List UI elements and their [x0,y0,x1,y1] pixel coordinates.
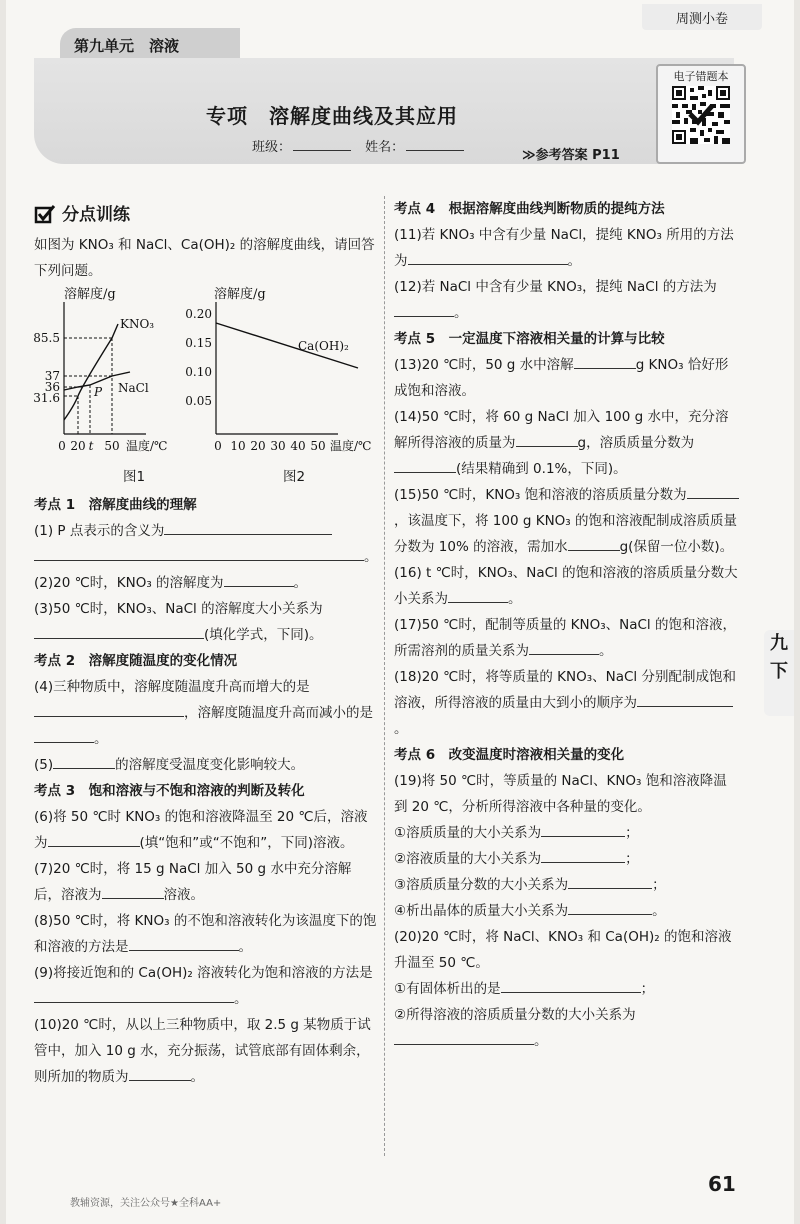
figure-captions [34,464,378,490]
fig1-p-label: P [94,385,103,399]
q13-blank[interactable] [574,352,636,369]
question-4: (4)三种物质中，溶解度随温度升高而增大的是，溶解度随温度升高而减小的是。 [34,679,373,747]
q7-text-2: 溶液。 [163,887,204,903]
kp5-heading: 考点 5 一定温度下溶液相关量的计算与比较 [394,331,665,347]
kp3-heading: 考点 3 饱和溶液与不饱和溶液的判断及转化 [34,783,305,799]
fig2-xtick-40: 40 [290,439,306,453]
q15-hint: g(保留一位小数)。 [619,539,734,555]
q5-text-2: 的溶解度受温度变化影响较大。 [115,757,305,773]
fig1-xtick-20: 20 [70,439,86,453]
q4-text: (4)三种物质中，溶解度随温度升高而增大的是 [34,679,310,695]
q19-3-text: ③溶质质量分数的大小关系为 [394,877,569,893]
q12-blank[interactable] [394,300,454,317]
fig2-xtick-0: 0 [214,439,222,453]
fig1-xlabel: 温度/℃ [126,439,168,453]
question-5 [34,752,378,778]
q15-blank-1[interactable] [687,482,739,499]
q15-text: (15)50 ℃时，KNO₃ 饱和溶液的溶质质量分数为 [394,487,687,503]
fig1-xtick-0: 0 [58,439,66,453]
fig2-chart [185,286,371,453]
footer-watermark: 教辅资源，关注公众号★全科AA+ [70,1198,222,1209]
page-number: 61 [708,1172,736,1196]
figures [34,284,378,464]
question-20 [394,924,740,976]
q14-text-2: g，溶质质量分数为 [577,435,695,451]
q19-1-blank[interactable] [541,820,625,837]
q3-text: (3)50 ℃时，KNO₃、NaCl 的溶解度大小关系为 [34,601,323,617]
fig2-xtick-30: 30 [270,439,286,453]
q4-blank-2[interactable] [34,726,94,743]
q4-blank-1[interactable] [34,700,184,717]
section-title: 分点训练 [62,205,130,225]
question-12: (12)若 NaCl 中含有少量 KNO₃，提纯 NaCl 的方法为。 [394,279,717,321]
left-column [34,196,378,1090]
question-6 [34,804,378,856]
q17-blank[interactable] [529,638,599,655]
q11-text: (11)若 KNO₃ 中含有少量 NaCl，提纯 KNO₃ 所用的方法为 [394,227,734,269]
fig2-series-caoh2: Ca(OH)₂ [298,339,349,353]
q1-blank[interactable] [164,518,332,535]
question-2: (2)20 ℃时，KNO₃ 的溶解度为 。 [34,570,378,596]
q13-text: (13)20 ℃时，50 g 水中溶解 [394,357,574,373]
fig2-caption: 图2 [282,469,306,485]
q19-2-text: ②溶液质量的大小关系为 [394,851,542,867]
right-column [394,196,740,1054]
q14-hint: (结果精确到 0.1%，下同)。 [456,461,627,477]
checkbox-icon [34,204,56,226]
q20-2-text: ②所得溶液的溶质质量分数的大小关系为 [394,1007,636,1023]
q3-hint: (填化学式，下同)。 [204,627,323,643]
q15-blank-2[interactable] [568,534,620,551]
name-blank[interactable] [406,150,464,151]
q4-text-2: ，溶解度随温度升高而减小的是 [184,705,373,721]
q16-text: (16) t ℃时，KNO₃、NaCl 的饱和溶液的溶质质量分数大小关系为 [394,565,738,607]
question-17: (17)50 ℃时，配制等质量的 KNO₃、NaCl 的饱和溶液，所需溶剂的质量关系为 。 [394,617,736,659]
question-19 [394,768,740,820]
fig1-xtick-t: t [88,439,94,453]
fig1-ylabel: 溶解度/g [64,287,116,302]
question-19-3: ③溶质质量分数的大小关系为 ； [394,872,740,898]
q16-blank[interactable] [448,586,508,603]
question-18: (18)20 ℃时，将等质量的 KNO₃、NaCl 分别配制成饱和溶液，所得溶液的质量由大到小的顺序为。 [394,669,736,737]
unit-label: 第九单元 溶液 [60,28,240,62]
q19-2-blank[interactable] [541,846,625,863]
fig2-xtick-50: 50 [310,439,326,453]
qr-label: 电子错题本 [673,70,729,83]
q10-blank[interactable] [129,1064,191,1081]
question-16: (16) t ℃时，KNO₃、NaCl 的饱和溶液的溶质质量分数大小关系为 。 [394,565,738,607]
q7-blank[interactable] [102,882,164,899]
q20-1-blank[interactable] [501,976,641,993]
fig1-series-kno3: KNO₃ [120,317,155,331]
solubility-charts [34,284,378,464]
q8-blank[interactable] [129,934,239,951]
q20-2-blank[interactable] [394,1028,534,1045]
question-13 [394,352,740,404]
q19-4-text: ④析出晶体的质量大小关系为 [394,903,569,919]
kp1-heading: 考点 1 溶解度曲线的理解 [34,497,197,513]
q6-hint: (填“饱和”或“不饱和”，下同)溶液。 [139,835,354,851]
fig2-xtick-20: 20 [250,439,266,453]
fig2-ylabel: 溶解度/g [214,287,266,302]
q1-text: (1) P 点表示的含义为 [34,523,165,539]
question-7 [34,856,378,908]
q12-text: (12)若 NaCl 中含有少量 KNO₃，提纯 NaCl 的方法为 [394,279,717,295]
q19-text: (19)将 50 ℃时，等质量的 NaCl、KNO₃ 饱和溶液降温到 20 ℃，分析所得溶液中各种量的变化。 [394,773,727,815]
fig2-ytick-020: 0.20 [185,307,212,321]
class-label: 班级： [252,140,292,155]
fig1-caption: 图1 [122,469,146,485]
weekly-test-tag: 周测小卷 [642,4,762,30]
section-header [34,202,378,228]
fig1-ytick-85: 85.5 [34,331,60,345]
q13-text-2: g KNO₃ 恰好形成饱和溶液。 [394,357,729,399]
question-10: (10)20 ℃时，从以上三种物质中，取 2.5 g 某物质于试管中，加入 10 g 水，充分振荡，试管底部有固体剩余，则所加的物质为 。 [34,1017,371,1085]
question-19-1: ①溶质质量的大小关系为 ； [394,820,740,846]
fig1-ytick-37: 37 [44,369,60,383]
q14-text: (14)50 ℃时，将 60 g NaCl 加入 100 g 水中，充分溶解所得溶液的质量为 [394,409,729,451]
q3-blank[interactable] [34,622,204,639]
page-title: 专项 溶解度曲线及其应用 [206,104,458,128]
chapter-side-tab: 九下 [764,630,794,716]
kp2-heading: 考点 2 溶解度随温度的变化情况 [34,653,238,669]
question-14 [394,404,740,482]
question-11: (11)若 KNO₃ 中含有少量 NaCl，提纯 KNO₃ 所用的方法为 。 [394,227,734,269]
question-1: (1) P 点表示的含义为 。 [34,518,378,570]
kp4-heading: 考点 4 根据溶解度曲线判断物质的提纯方法 [394,201,665,217]
q5-blank[interactable] [53,752,115,769]
q6-blank[interactable] [48,830,140,847]
q10-text: (10)20 ℃时，从以上三种物质中，取 2.5 g 某物质于试管中，加入 10 g 水，充分振荡，试管底部有固体剩余，则所加的物质为 [34,1017,371,1085]
class-blank[interactable] [293,150,351,151]
answer-reference: ≫参考答案 P11 [522,148,620,163]
q19-4-blank[interactable] [568,898,652,915]
q8-text: (8)50 ℃时，将 KNO₃ 的不饱和溶液转化为该温度下的饱和溶液的方法是 [34,913,377,955]
q14-blank-1[interactable] [516,430,578,447]
q9-blank[interactable] [34,986,234,1003]
page [6,0,794,1224]
q6-text: (6)将 50 ℃时 KNO₃ 的饱和溶液降温至 20 ℃后，溶液为 [34,809,368,851]
q14-blank-2[interactable] [394,456,456,473]
q17-text: (17)50 ℃时，配制等质量的 KNO₃、NaCl 的饱和溶液，所需溶剂的质量关系为 [394,617,736,659]
kp6-heading: 考点 6 改变温度时溶液相关量的变化 [394,747,625,763]
q20-1-text: ①有固体析出的是 [394,981,501,997]
question-20-1: ①有固体析出的是 ； [394,976,740,1002]
q15-text-2: ，该温度下，将 100 g KNO₃ 的饱和溶液配制成溶质质量分数为 10% 的溶液，需加水 [394,513,737,555]
question-8: (8)50 ℃时，将 KNO₃ 的不饱和溶液转化为该温度下的饱和溶液的方法是 。 [34,913,377,955]
q1-blank-2[interactable] [34,544,364,561]
q18-text: (18)20 ℃时，将等质量的 KNO₃、NaCl 分别配制成饱和溶液，所得溶液的质量由大到小的顺序为 [394,669,736,711]
q9-text: (9)将接近饱和的 Ca(OH)₂ 溶液转化为饱和溶液的方法是 [34,965,373,981]
question-3 [34,596,378,648]
fig2-ytick-015: 0.15 [185,336,212,350]
question-19-2: ②溶液质量的大小关系为 ； [394,846,740,872]
q5-text: (5) [34,757,54,773]
q19-1-text: ①溶质质量的大小关系为 [394,825,542,841]
name-label: 姓名： [365,140,405,155]
fig1-ytick-31: 31.6 [34,391,60,405]
fig1-chart [34,286,167,453]
question-19-4: ④析出晶体的质量大小关系为 。 [394,898,740,924]
question-9: (9)将接近饱和的 Ca(OH)₂ 溶液转化为饱和溶液的方法是。 [34,965,373,1007]
q19-3-blank[interactable] [568,872,652,889]
student-info-fields [252,136,474,155]
column-divider [384,196,385,1156]
fig1-series-nacl: NaCl [118,381,149,395]
fig1-ytick-36: 36 [44,380,60,394]
qr-panel[interactable] [656,64,746,164]
qr-code-icon[interactable] [672,86,730,144]
q2-text: (2)20 ℃时，KNO₃ 的溶解度为 [34,575,224,591]
q20-text: (20)20 ℃时，将 NaCl、KNO₃ 和 Ca(OH)₂ 的饱和溶液升温至 50 ℃。 [394,929,732,971]
intro-text: 如图为 KNO₃ 和 NaCl、Ca(OH)₂ 的溶解度曲线，请回答下列问题。 [34,237,375,279]
q11-blank[interactable] [408,248,568,265]
q2-blank[interactable] [224,570,294,587]
fig2-ytick-005: 0.05 [185,394,212,408]
fig2-xlabel: 温度/℃ [330,439,372,453]
q7-text: (7)20 ℃时，将 15 g NaCl 加入 50 g 水中充分溶解后，溶液为 [34,861,352,903]
fig1-xtick-50: 50 [104,439,120,453]
question-20-2: ②所得溶液的溶质质量分数的大小关系为 。 [394,1007,636,1049]
fig2-ytick-010: 0.10 [185,365,212,379]
fig2-xtick-10: 10 [230,439,246,453]
q18-blank[interactable] [637,690,733,707]
question-15 [394,482,740,560]
